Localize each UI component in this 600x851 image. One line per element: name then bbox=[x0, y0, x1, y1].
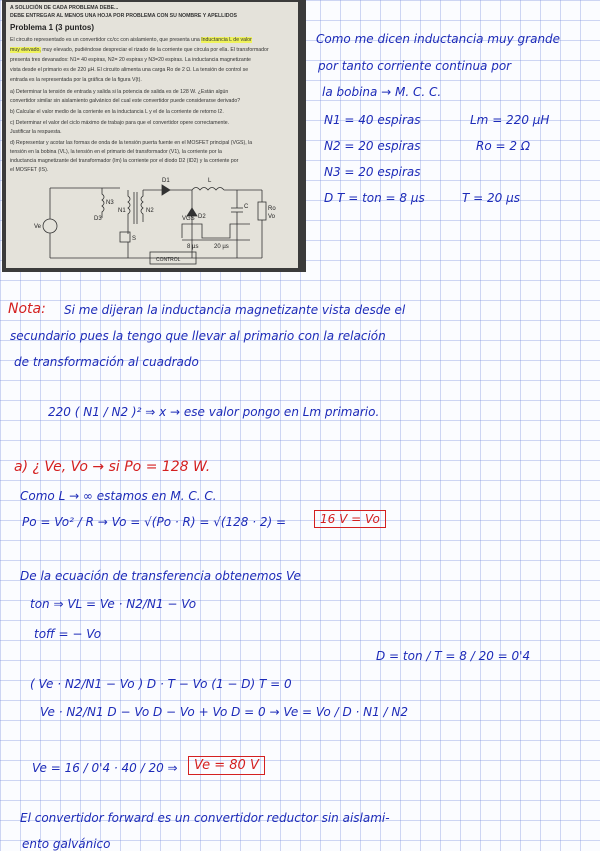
label-n2: N2 bbox=[146, 208, 154, 214]
label-d3: D3 bbox=[94, 216, 102, 222]
primary-winding bbox=[128, 190, 130, 222]
vo-result-box: 16 V = Vo bbox=[314, 510, 386, 528]
problem-line: tensión en la bobina (VL), la tensión en el primario del transformador (V1), la corriente por la bbox=[10, 149, 222, 155]
problem-photo bbox=[2, 0, 306, 272]
problem-line: entrada es la representada por la gráfica de la figura V(t). bbox=[10, 77, 142, 83]
label-s: S bbox=[132, 236, 137, 242]
label-n3: N3 bbox=[106, 200, 114, 206]
note-top-line: Como me dicen inductancia muy grande bbox=[316, 32, 561, 46]
highlight-inductance: Inductancia L de valor bbox=[201, 37, 252, 43]
param-ro: Ro = 2 Ω bbox=[476, 139, 530, 153]
mosfet-symbol bbox=[120, 232, 130, 242]
diode-d2-symbol bbox=[187, 208, 197, 216]
problem-line: presenta tres devanados: N1= 40 espiras, N2= 20 espiras y N3=20 espiras. La inductancia magnetizante bbox=[10, 57, 251, 63]
part-a-line: Como L → ∞ estamos en M. C. C. bbox=[20, 489, 217, 503]
problem-line: d) Representar y acotar las formas de onda de la tensión puerta fuente en el MOSFET principal (VGS), la bbox=[10, 140, 253, 146]
problem-line: El circuito representado es un convertidor cc/cc con aislamiento, que presenta una Inductancia L de valor bbox=[10, 37, 252, 43]
param-t: T = 20 µs bbox=[462, 191, 520, 205]
problem-line: c) Determinar el valor del ciclo máximo de trabajo para que el convertidor opere correctamente. bbox=[10, 120, 230, 126]
problem-title bbox=[10, 23, 94, 32]
label-8us: 8 µs bbox=[187, 244, 199, 250]
label-control: CONTROL bbox=[156, 257, 181, 263]
label-20us: 20 µs bbox=[214, 244, 229, 250]
label-c: C bbox=[244, 204, 249, 210]
problem-line: convertidor similar sin aislamiento galvánico del cual este convertidor puede considerarse derivado? bbox=[10, 98, 241, 104]
ve-result-box: Ve = 80 V bbox=[188, 756, 265, 775]
label-n1: N1 bbox=[118, 208, 126, 214]
nota-formula: 220 ( N1 / N2 )² ⇒ x → ese valor pongo en Lm primario. bbox=[48, 405, 380, 419]
param-lm: Lm = 220 µH bbox=[470, 113, 550, 127]
nota-label: Nota: bbox=[8, 301, 46, 317]
nota-line: secundario pues la tengo que llevar al primario con la relación bbox=[10, 329, 386, 343]
label-vo: Vo bbox=[268, 214, 276, 220]
ve-calc: Ve = 16 / 0'4 · 40 / 20 ⇒ bbox=[32, 761, 178, 775]
equation-2: Ve · N2/N1 D − Vo D − Vo + Vo D = 0 → Ve = Vo / D · N1 / N2 bbox=[40, 705, 409, 719]
note-top-line: la bobina → M. C. C. bbox=[322, 85, 442, 99]
problem-line: a) Determinar la tensión de entrada y salida si la potencia de salida es de 128 W. ¿Están algún bbox=[10, 89, 229, 95]
label-l: L bbox=[208, 178, 212, 184]
param-n2: N2 = 20 espiras bbox=[324, 139, 421, 153]
diode-d1-symbol bbox=[162, 185, 170, 195]
sheet-header-2: DEBE ENTREGAR AL MENOS UNA HOJA POR PROBLEMA CON SU NOMBRE Y APELLIDOS bbox=[10, 13, 238, 19]
problem-line: vista desde el primario es de 220 µH. El circuito alimenta una carga Ro de 2 Ω. La tensión de control se bbox=[10, 67, 249, 73]
po-formula: Po = Vo² / R → Vo = √(Po · R) = √(128 · 2) = bbox=[22, 515, 287, 529]
problem-line: b) Calcular el valor medio de la corriente en la inductancia L y el de la corriente de retorno I2. bbox=[10, 109, 224, 115]
forward-converter-schematic bbox=[32, 168, 284, 268]
sheet-header-1: A SOLUCIÓN DE CADA PROBLEMA DEBE... bbox=[10, 5, 119, 11]
note-top-line: por tanto corriente continua por bbox=[318, 59, 512, 73]
output-inductor-symbol bbox=[192, 188, 224, 191]
highlight-elevated: muy elevado, bbox=[10, 47, 41, 53]
problem-title-text: Problema 1 (3 puntos) bbox=[10, 23, 95, 32]
problem-line: el MOSFET (IS). bbox=[10, 167, 49, 173]
nota-line: Si me dijeran la inductancia magnetizante vista desde el bbox=[64, 303, 406, 317]
load-resistor-symbol bbox=[258, 202, 266, 220]
label-d2: D2 bbox=[198, 214, 206, 220]
problem-line: Justificar la respuesta. bbox=[10, 129, 62, 135]
param-n1: N1 = 40 espiras bbox=[324, 113, 421, 127]
voltage-source-symbol bbox=[43, 219, 57, 233]
label-ro: Ro bbox=[268, 206, 276, 212]
part-a-title: a) ¿ Ve, Vo → si Po = 128 W. bbox=[14, 459, 211, 475]
nota-line: de transformación al cuadrado bbox=[14, 355, 199, 369]
transfer-line: De la ecuación de transferencia obtenemos Ve bbox=[20, 569, 301, 583]
duty-formula: D = ton / T = 8 / 20 = 0'4 bbox=[376, 649, 531, 663]
problem-line: muy elevado, muy elevado, pudiéndose despreciar el rizado de la corriente que circula por ella. El transformador bbox=[10, 47, 269, 53]
label-ve: Ve bbox=[34, 224, 42, 230]
toff-line: toff = − Vo bbox=[34, 627, 102, 641]
ton-line: ton ⇒ VL = Ve · N2/N1 − Vo bbox=[30, 597, 197, 611]
problem-sheet bbox=[6, 2, 298, 268]
param-ton: D T = ton = 8 µs bbox=[324, 191, 425, 205]
label-d1: D1 bbox=[162, 178, 170, 184]
param-n3: N3 = 20 espiras bbox=[324, 165, 421, 179]
equation-1: ( Ve · N2/N1 − Vo ) D · T − Vo (1 − D) T = 0 bbox=[30, 677, 292, 691]
final-line: ento galvánico bbox=[22, 837, 111, 851]
final-line: El convertidor forward es un convertidor reductor sin aislami- bbox=[20, 811, 390, 825]
label-vgs: VGS bbox=[182, 216, 195, 222]
secondary-winding bbox=[141, 190, 143, 222]
problem-line: inductancia magnetizante del transformador (Im) la corriente por el diodo D2 (ID2) y la corriente por bbox=[10, 158, 239, 164]
